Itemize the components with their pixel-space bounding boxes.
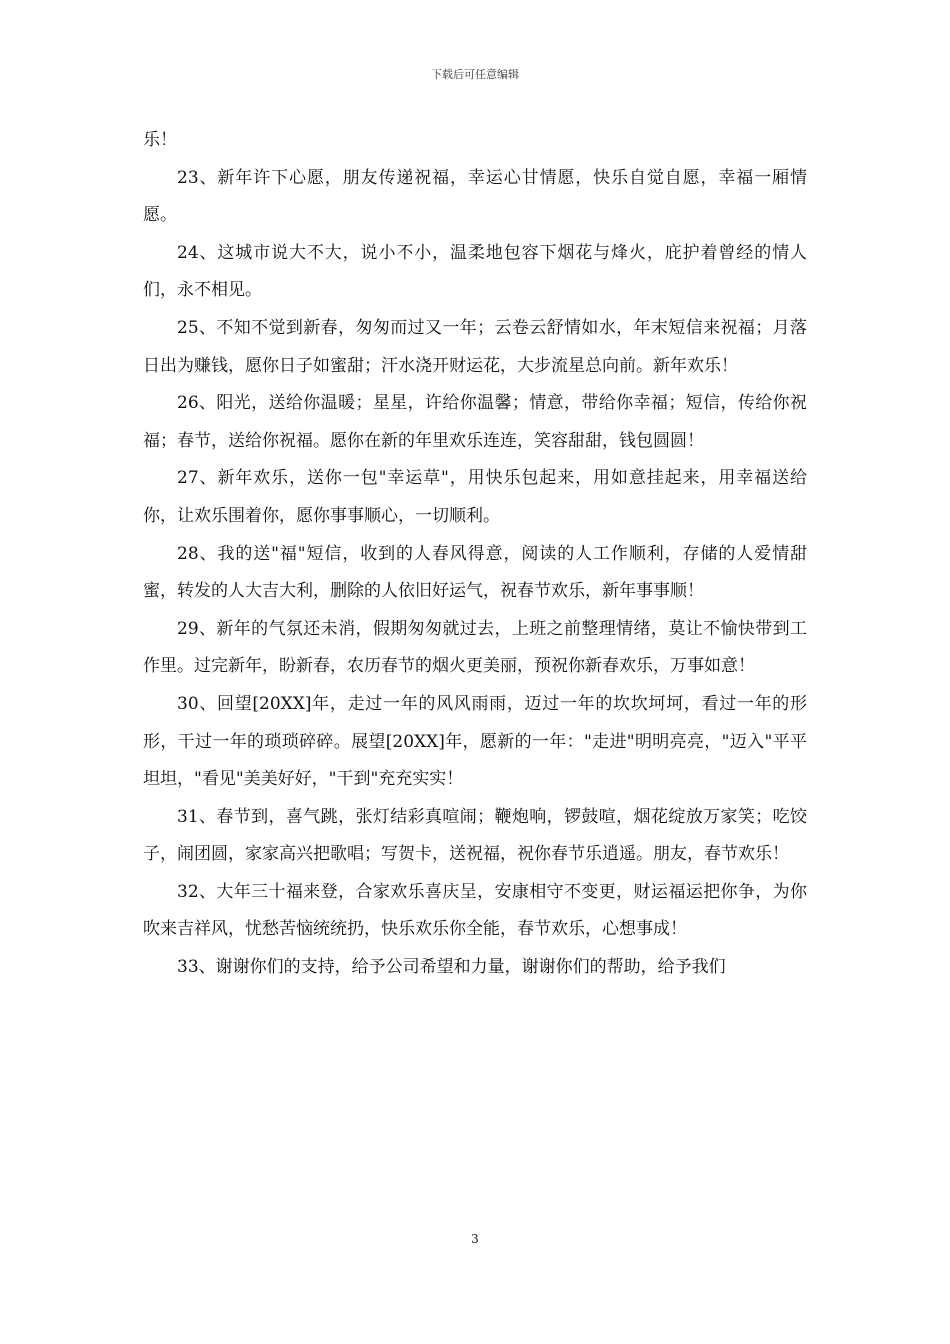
paragraph-23: 23、新年许下心愿，朋友传递祝福，幸运心甘情愿，快乐自觉自愿，幸福一厢情愿。: [143, 167, 807, 226]
paragraph-24: 24、这城市说大不大，说小不小，温柔地包容下烟花与烽火，庇护着曾经的情人们，永不相见。: [143, 242, 807, 301]
paragraph-continuation: 乐！: [143, 130, 177, 150]
paragraph-29: 29、新年的气氛还未消，假期匆匆就过去，上班之前整理情绪，莫让不愉快带到工作里。过完新年，盼新春，农历春节的烟火更美丽，预祝你新春欢乐，万事如意！: [143, 618, 807, 677]
paragraph-30: 30、回望[20XX]年，走过一年的风风雨雨，迈过一年的坎坎坷坷，看过一年的形形，干过一年的琐琐碎碎。展望[20XX]年，愿新的一年："走进"明明亮亮，"迈入"平平坦坦，"看见"美美好好，"干到"充充实实！: [143, 693, 807, 790]
paragraph-31: 31、春节到，喜气跳，张灯结彩真喧闹；鞭炮响，锣鼓喧，烟花绽放万家笑；吃饺子，闹团圆，家家高兴把歌唱；写贺卡，送祝福，祝你春节乐逍遥。朋友，春节欢乐！: [143, 806, 807, 865]
paragraph-26: 26、阳光，送给你温暖；星星，许给你温馨；情意，带给你幸福；短信，传给你祝福；春节，送给你祝福。愿你在新的年里欢乐连连，笑容甜甜，钱包圆圆！: [143, 393, 807, 451]
page-header: 下载后可任意编辑: [431, 68, 519, 81]
paragraph-33: 33、谢谢你们的支持，给予公司希望和力量，谢谢你们的帮助，给予我们: [177, 957, 726, 978]
paragraph-32: 32、大年三十福来登，合家欢乐喜庆呈，安康相守不变更，财运福运把你争，为你吹来吉祥风，忧愁苦恼统统扔，快乐欢乐你全能，春节欢乐，心想事成！: [143, 881, 807, 940]
document-body: [143, 122, 807, 987]
paragraph-25: 25、不知不觉到新春，匆匆而过又一年；云卷云舒情如水，年末短信来祝福；月落日出为赚钱，愿你日子如蜜甜；汗水浇开财运花，大步流星总向前。新年欢乐！: [143, 317, 807, 376]
page-number: 3: [471, 1232, 479, 1246]
paragraph-27: 27、新年欢乐，送你一包"幸运草"，用快乐包起来，用如意挂起来，用幸福送给你，让欢乐围着你，愿你事事顺心，一切顺利。: [143, 468, 807, 526]
paragraph-28: 28、我的送"福"短信，收到的人春风得意，阅读的人工作顺利，存储的人爱情甜蜜，转发的人大吉大利，删除的人依旧好运气，祝春节欢乐，新年事事顺！: [143, 543, 807, 602]
